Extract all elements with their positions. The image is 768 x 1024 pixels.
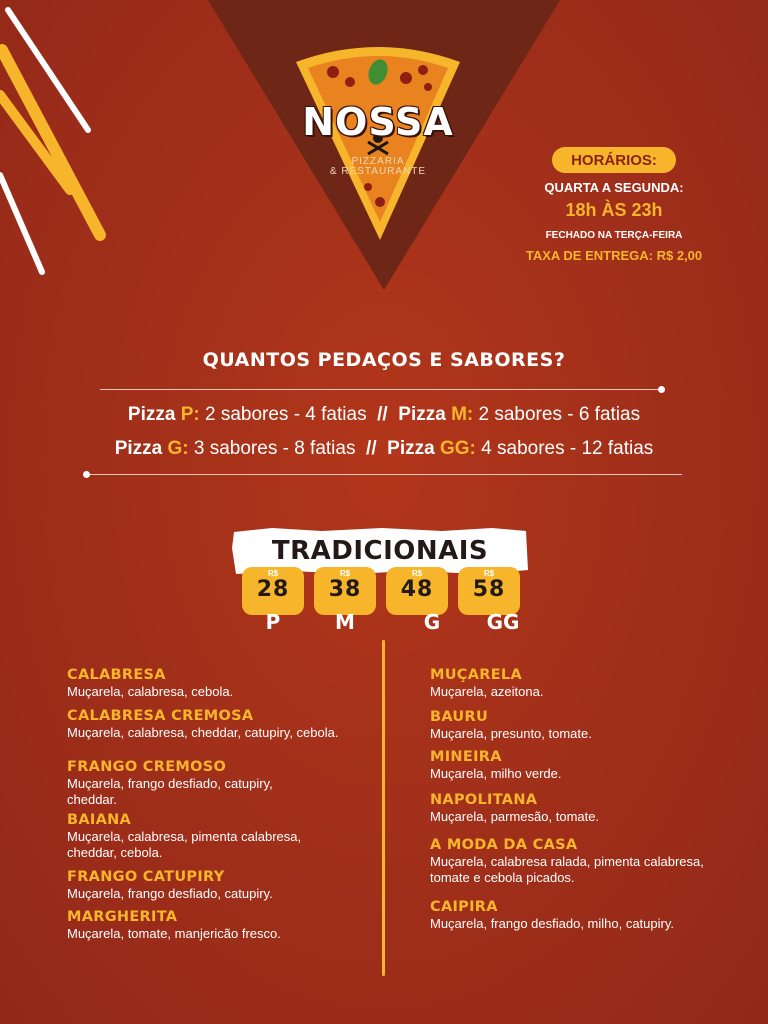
- column-divider: [382, 640, 385, 976]
- pizza-slice-icon: [288, 42, 468, 247]
- menu-item: [430, 899, 740, 932]
- menu-item-name: MARGHERITA: [67, 909, 178, 925]
- size-separator: //: [377, 404, 388, 425]
- brand-subtitle-2: & RESTAURANTE: [329, 166, 427, 177]
- menu-item-desc: Muçarela, frango desfiado, catupiry, cheddar.: [67, 776, 273, 807]
- size-p-letter: P:: [180, 404, 200, 425]
- menu-item-desc: Muçarela, azeitona.: [430, 684, 544, 699]
- menu-item-desc: Muçarela, calabresa, cebola.: [67, 684, 234, 699]
- menu-item-name: A MODA DA CASA: [430, 837, 578, 853]
- menu-item: [67, 812, 337, 861]
- menu-item-desc: Muçarela, milho verde.: [430, 766, 562, 781]
- menu-item: [67, 667, 377, 700]
- hours-time: 18h ÀS 23h: [565, 200, 663, 220]
- menu-item-desc: Muçarela, calabresa ralada, pimenta calabresa, tomate e cebola picados.: [430, 854, 704, 885]
- menu-item: [67, 708, 357, 741]
- menu-item-name: FRANGO CATUPIRY: [67, 869, 225, 885]
- menu-item: [67, 869, 377, 902]
- price-currency: R$: [411, 569, 423, 578]
- brand-name: NOSSA: [302, 100, 454, 144]
- menu-item-name: CALABRESA CREMOSA: [67, 708, 254, 724]
- decorative-brush-strokes: [0, 0, 110, 290]
- size-m-label: Pizza: [398, 404, 452, 425]
- hours-days: QUARTA A SEGUNDA:: [544, 180, 684, 195]
- sizes-line-2: [0, 438, 768, 460]
- price-badge-gg: [458, 567, 520, 615]
- menu-item-desc: Muçarela, frango desfiado, catupiry.: [67, 886, 273, 901]
- menu-item-name: BAIANA: [67, 812, 132, 828]
- size-m-letter: M:: [451, 404, 474, 425]
- sizes-question-heading: QUANTOS PEDAÇOS E SABORES?: [202, 349, 566, 371]
- size-separator: //: [366, 438, 377, 459]
- menu-item-name: MUÇARELA: [430, 667, 522, 683]
- menu-item: [430, 837, 740, 886]
- hours-badge: HORÁRIOS:: [552, 147, 676, 173]
- size-g-label: Pizza: [114, 438, 168, 459]
- menu-item: [430, 792, 740, 825]
- divider-bottom: [86, 474, 682, 475]
- menu-item-desc: Muçarela, frango desfiado, milho, catupiry.: [430, 916, 674, 931]
- size-g-desc: 3 sabores - 8 fatias: [188, 438, 356, 459]
- brand-logo: [288, 42, 468, 247]
- size-label-p: P: [265, 610, 281, 634]
- delivery-fee: TAXA DE ENTREGA: R$ 2,00: [525, 248, 703, 263]
- menu-item-name: FRANGO CREMOSO: [67, 759, 227, 775]
- size-label-g: G: [423, 610, 441, 634]
- size-m-desc: 2 sabores - 6 fatias: [473, 404, 641, 425]
- size-gg-desc: 4 sabores - 12 fatias: [475, 438, 654, 459]
- divider-dot: [83, 471, 90, 478]
- price-currency: R$: [267, 569, 279, 578]
- menu-item-name: CALABRESA: [67, 667, 166, 683]
- size-label-m: M: [335, 610, 355, 634]
- price-badge-g: [386, 567, 448, 615]
- brand-subtitle: PIZZARIA: [351, 156, 405, 167]
- price-value-p: 28: [256, 577, 290, 602]
- menu-item-desc: Muçarela, presunto, tomate.: [430, 726, 592, 741]
- price-value-g: 48: [400, 577, 434, 602]
- price-currency: R$: [483, 569, 495, 578]
- price-badge-p: [242, 567, 304, 615]
- size-label-gg: GG: [486, 610, 520, 634]
- menu-item-name: CAIPIRA: [430, 899, 498, 915]
- menu-item: [430, 749, 740, 782]
- menu-item-desc: Muçarela, calabresa, cheddar, catupiry, cebola.: [67, 725, 339, 740]
- price-currency: R$: [339, 569, 351, 578]
- price-badge-m: [314, 567, 376, 615]
- menu-item-name: NAPOLITANA: [430, 792, 538, 808]
- hours-closed-note: FECHADO NA TERÇA-FEIRA: [545, 230, 683, 241]
- menu-item-desc: Muçarela, tomate, manjericão fresco.: [67, 926, 281, 941]
- category-title: TRADICIONAIS: [271, 536, 489, 566]
- menu-item-desc: Muçarela, calabresa, pimenta calabresa, cheddar, cebola.: [67, 829, 302, 860]
- divider-dot: [658, 386, 665, 393]
- divider-top: [100, 389, 662, 390]
- menu-item-name: MINEIRA: [430, 749, 502, 765]
- size-p-desc: 2 sabores - 4 fatias: [199, 404, 367, 425]
- menu-item: [430, 709, 740, 742]
- menu-item: [67, 909, 377, 942]
- size-gg-letter: GG:: [439, 438, 476, 459]
- menu-item: [430, 667, 740, 700]
- menu-item-name: BAURU: [430, 709, 489, 725]
- size-gg-label: Pizza: [387, 438, 440, 459]
- price-value-gg: 58: [472, 577, 506, 602]
- size-p-label: Pizza: [127, 404, 181, 425]
- size-g-letter: G:: [167, 438, 189, 459]
- menu-item-desc: Muçarela, parmesão, tomate.: [430, 809, 600, 824]
- menu-item: [67, 759, 317, 808]
- price-value-m: 38: [328, 577, 362, 602]
- sizes-line-1: [0, 404, 768, 426]
